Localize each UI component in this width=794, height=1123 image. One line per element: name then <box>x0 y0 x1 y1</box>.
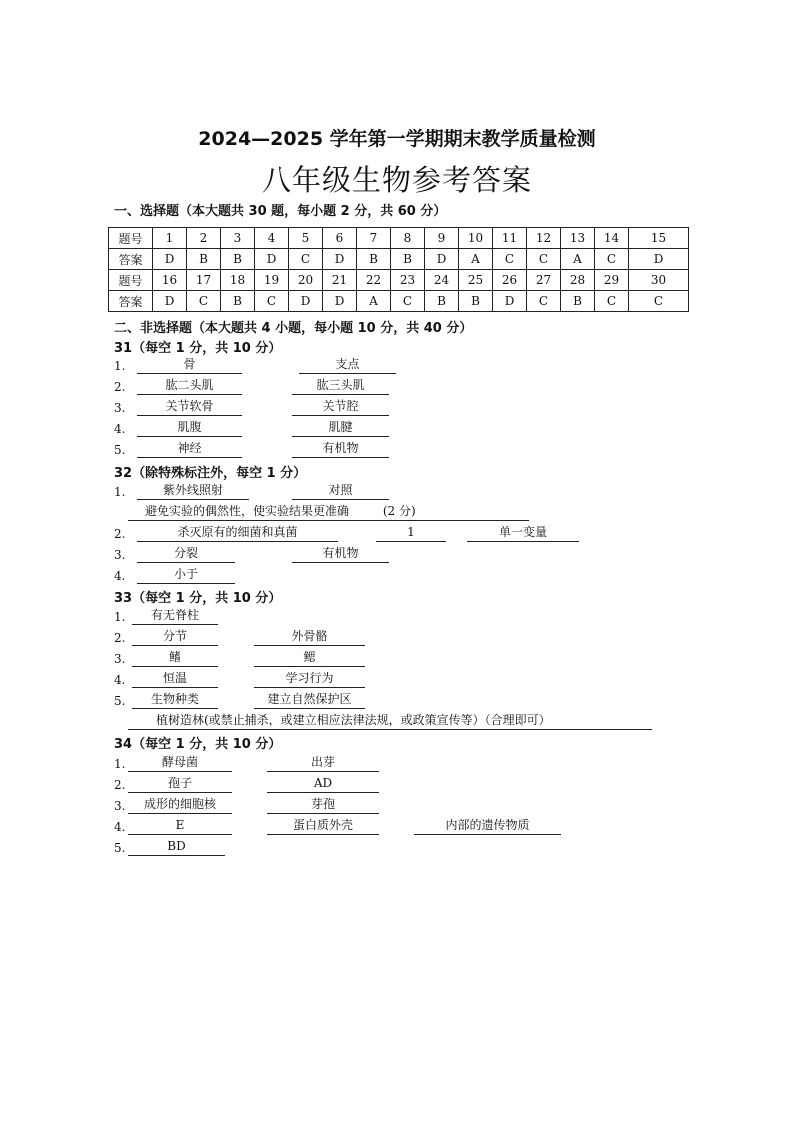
q31-answer-2b: 肱三头肌 <box>292 377 389 395</box>
table-cell: 5 <box>289 228 323 249</box>
q31-answer-5b: 有机物 <box>292 440 389 458</box>
q31-num-3: 3. <box>114 401 126 415</box>
table-cell: D <box>323 291 357 312</box>
q31-answer-1b: 支点 <box>299 356 396 374</box>
answer-key-title: 八年级生物参考答案 <box>261 163 532 197</box>
q32-answer-2c: 单一变量 <box>467 524 579 542</box>
section2-heading: 二、非选择题（本大题共 4 小题，每小题 10 分，共 40 分） <box>114 321 473 336</box>
table-cell: C <box>391 291 425 312</box>
q33-answer-5c-text: 植树造林(或禁止捕杀，或建立相应法律法规，或政策宣传等）（合理即可） <box>156 713 551 727</box>
q31-num-4: 4. <box>114 422 126 436</box>
table-cell: A <box>357 291 391 312</box>
table-cell: 25 <box>459 270 493 291</box>
q32-num-1: 1. <box>114 485 126 499</box>
q31-heading: 31（每空 1 分，共 10 分） <box>114 341 282 356</box>
table-cell: 27 <box>527 270 561 291</box>
q34-answer-1b: 出芽 <box>267 754 379 772</box>
table-cell: 19 <box>255 270 289 291</box>
table-cell: 6 <box>323 228 357 249</box>
q31-num-1: 1. <box>114 359 126 373</box>
table-cell: C <box>595 291 629 312</box>
table-cell: 11 <box>493 228 527 249</box>
table-cell: 1 <box>153 228 187 249</box>
table-cell: 24 <box>425 270 459 291</box>
q34-answer-4a: E <box>128 817 232 835</box>
table-cell: 28 <box>561 270 595 291</box>
table-row-label: 题号 <box>109 270 153 291</box>
table-cell: A <box>561 249 595 270</box>
table-cell: 2 <box>187 228 221 249</box>
q33-answer-5a: 生物种类 <box>132 691 218 709</box>
table-cell: 21 <box>323 270 357 291</box>
q33-answer-5c <box>128 712 652 730</box>
q32-answer-1c-text: 避免实验的偶然性，使实验结果更准确 <box>145 504 350 518</box>
table-cell: 4 <box>255 228 289 249</box>
q34-answer-4c: 内部的遗传物质 <box>414 817 561 835</box>
table-row-label: 题号 <box>109 228 153 249</box>
q31-answer-3b: 关节腔 <box>292 398 389 416</box>
q32-answer-2b: 1 <box>376 524 446 542</box>
table-cell: D <box>153 291 187 312</box>
q34-answer-3b: 芽孢 <box>267 796 379 814</box>
q31-answer-2a: 肱二头肌 <box>137 377 242 395</box>
q33-answer-4a: 恒温 <box>132 670 218 688</box>
q32-answer-3a: 分裂 <box>137 545 235 563</box>
q32-heading: 32（除特殊标注外，每空 1 分） <box>114 466 307 481</box>
table-cell: B <box>391 249 425 270</box>
table-cell: B <box>459 291 493 312</box>
q34-answer-5a: BD <box>128 838 225 856</box>
q31-answer-4a: 肌腹 <box>137 419 242 437</box>
q33-heading: 33（每空 1 分，共 10 分） <box>114 591 282 606</box>
table-cell: D <box>153 249 187 270</box>
q31-answer-5a: 神经 <box>137 440 242 458</box>
table-cell: B <box>187 249 221 270</box>
table-cell: 3 <box>221 228 255 249</box>
q32-answer-1c-score: (2 分) <box>382 504 416 518</box>
table-cell: D <box>255 249 289 270</box>
q31-answer-1a: 骨 <box>137 356 242 374</box>
q34-answer-3a: 成形的细胞核 <box>128 796 232 814</box>
q34-num-4: 4. <box>114 820 126 834</box>
table-cell: 30 <box>629 270 689 291</box>
table-cell: B <box>221 249 255 270</box>
q32-num-2: 2. <box>114 527 126 541</box>
q34-answer-2b: AD <box>267 775 379 793</box>
q32-answer-1c <box>128 503 529 521</box>
table-cell: B <box>561 291 595 312</box>
table-cell: 16 <box>153 270 187 291</box>
table-row-label: 答案 <box>109 291 153 312</box>
table-cell: D <box>289 291 323 312</box>
q33-num-4: 4. <box>114 673 126 687</box>
table-cell: 14 <box>595 228 629 249</box>
q32-answer-3b: 有机物 <box>292 545 389 563</box>
q31-answer-4b: 肌腱 <box>292 419 389 437</box>
choice-answer-table <box>108 227 689 312</box>
table-row-label: 答案 <box>109 249 153 270</box>
q34-num-2: 2. <box>114 778 126 792</box>
exam-title: 2024—2025 学年第一学期期末教学质量检测 <box>198 128 596 150</box>
table-cell: A <box>459 249 493 270</box>
q33-answer-1a: 有无脊柱 <box>132 607 218 625</box>
table-row-numbers-1 <box>109 228 689 249</box>
table-cell: C <box>629 291 689 312</box>
q33-answer-3b: 鳃 <box>254 649 365 667</box>
table-cell: B <box>425 291 459 312</box>
table-row-numbers-2 <box>109 270 689 291</box>
table-cell: 20 <box>289 270 323 291</box>
q34-answer-2a: 孢子 <box>128 775 232 793</box>
q31-num-5: 5. <box>114 443 126 457</box>
q34-answer-1a: 酵母菌 <box>128 754 232 772</box>
table-cell: 18 <box>221 270 255 291</box>
q32-num-4: 4. <box>114 569 126 583</box>
q33-answer-4b: 学习行为 <box>254 670 365 688</box>
q34-num-5: 5. <box>114 841 126 855</box>
q33-answer-2a: 分节 <box>132 628 218 646</box>
table-cell: C <box>255 291 289 312</box>
q33-answer-2b: 外骨骼 <box>254 628 365 646</box>
table-cell: 7 <box>357 228 391 249</box>
q33-num-2: 2. <box>114 631 126 645</box>
table-cell: C <box>527 249 561 270</box>
table-cell: 10 <box>459 228 493 249</box>
table-cell: D <box>323 249 357 270</box>
table-cell: C <box>493 249 527 270</box>
q32-answer-1b: 对照 <box>292 482 389 500</box>
table-cell: 17 <box>187 270 221 291</box>
table-cell: C <box>595 249 629 270</box>
q34-num-3: 3. <box>114 799 126 813</box>
q33-num-1: 1. <box>114 610 126 624</box>
q32-num-3: 3. <box>114 548 126 562</box>
q33-num-5: 5. <box>114 694 126 708</box>
table-row-answers-2 <box>109 291 689 312</box>
q34-num-1: 1. <box>114 757 126 771</box>
table-cell: 29 <box>595 270 629 291</box>
table-cell: C <box>527 291 561 312</box>
table-cell: 8 <box>391 228 425 249</box>
table-cell: B <box>357 249 391 270</box>
q32-answer-2a: 杀灭原有的细菌和真菌 <box>137 524 338 542</box>
q34-heading: 34（每空 1 分，共 10 分） <box>114 737 282 752</box>
section1-heading: 一、选择题（本大题共 30 题，每小题 2 分，共 60 分） <box>114 204 447 219</box>
table-cell: 13 <box>561 228 595 249</box>
table-row-answers-1 <box>109 249 689 270</box>
q33-answer-3a: 鳍 <box>132 649 218 667</box>
table-cell: 22 <box>357 270 391 291</box>
q32-answer-4a: 小于 <box>137 566 235 584</box>
table-cell: B <box>221 291 255 312</box>
q31-answer-3a: 关节软骨 <box>137 398 242 416</box>
table-cell: C <box>289 249 323 270</box>
table-cell: D <box>493 291 527 312</box>
q34-answer-4b: 蛋白质外壳 <box>267 817 379 835</box>
q32-answer-1a: 紫外线照射 <box>137 482 249 500</box>
table-cell: 9 <box>425 228 459 249</box>
table-cell: C <box>187 291 221 312</box>
table-cell: D <box>629 249 689 270</box>
table-cell: 12 <box>527 228 561 249</box>
q33-num-3: 3. <box>114 652 126 666</box>
q33-answer-5b: 建立自然保护区 <box>254 691 365 709</box>
table-cell: 15 <box>629 228 689 249</box>
table-cell: 26 <box>493 270 527 291</box>
q31-num-2: 2. <box>114 380 126 394</box>
table-cell: D <box>425 249 459 270</box>
table-cell: 23 <box>391 270 425 291</box>
